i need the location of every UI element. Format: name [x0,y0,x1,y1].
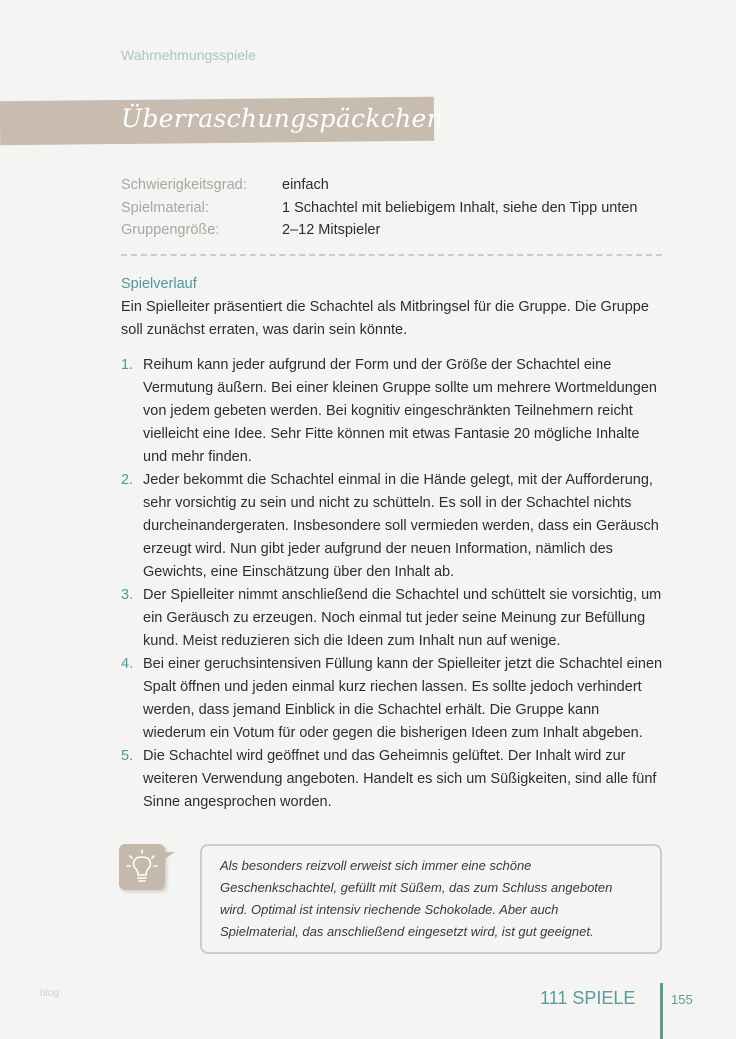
list-item [121,584,666,653]
tip-section [119,844,666,952]
step-text: Bei einer geruchsintensiven Füllung kann der Spielleiter jetzt die Schachtel einen Spalt öffnen und jeden einmal kurz riechen lassen. Es sollte jedoch verhindert werden, dass jemand Einblick in die Schachtel erhält. Die Gruppe kann wiederum ein Votum für oder gegen die bisherigen Ideen zum Inhalt abgeben. [143,656,663,741]
meta-key: Spielmaterial: [121,199,209,216]
list-item [121,745,666,814]
step-number: 4. [121,656,134,672]
step-text: Der Spielleiter nimmt anschließend die Schachtel und schüttelt sie vorsichtig, um ein Geräusch zu erzeugen. Noch einmal tut jeder seine Meinung zur Befüllung kund. Meist reduzieren sich die Ideen zum Inhalt nun auf wenige. [143,587,662,649]
meta-value: einfach [282,177,329,194]
meta-key: Schwierigkeitsgrad: [121,177,247,194]
meta-row [121,219,637,242]
tip-box: Als besonders reizvoll erweist sich immer eine schöne Geschenkschachtel, gefüllt mit Süßem, das zum Schluss angeboten wird. Optimal ist intensiv riechende Schokolade. Aber auch Spielmaterial, das anschließend eingesetzt wird, ist gut geeignet. [200,844,662,954]
steps-list [121,354,666,814]
game-meta [121,174,637,242]
step-number: 2. [121,472,134,488]
meta-value: 2–12 Mitspieler [282,222,381,239]
section-heading: Spielverlauf [121,276,197,292]
meta-row [121,174,637,197]
watermark: blog [40,988,59,999]
book-title-footer: 111 SPIELE [540,988,636,1008]
body-text [121,296,666,952]
list-item [121,653,666,745]
list-item [121,469,666,584]
meta-value: 1 Schachtel mit beliebigem Inhalt, siehe den Tipp unten [282,199,638,216]
lightbulb-icon [119,844,165,890]
page-number: 155 [671,992,693,1007]
page-title: Überraschungspäckchen [121,104,443,133]
step-text: Jeder bekommt die Schachtel einmal in die Hände gelegt, mit der Aufforderung, sehr vorsichtig zu sein und nicht zu schütteln. Es soll in der Schachtel nichts durcheinandergeraten. Insbesondere soll vermieden werden, dass ein Geräusch erzeugt wird. Nun gibt jeder aufgrund der neuen Information, nämlich des Gewichts, eine Einschätzung über den Inhalt ab. [143,472,659,580]
meta-row [121,197,637,220]
intro-paragraph: Ein Spielleiter präsentiert die Schachtel als Mitbringsel für die Gruppe. Die Gruppe soll zunächst erraten, was darin sein könnte. [121,299,649,338]
step-number: 3. [121,587,134,603]
step-number: 1. [121,357,134,373]
step-text: Die Schachtel wird geöffnet und das Geheimnis gelüftet. Der Inhalt wird zur weiteren Verwendung angeboten. Handelt es sich um Süßigkeiten, sind alle fünf Sinne angesprochen worden. [143,748,657,810]
list-item [121,354,666,469]
divider [121,254,662,256]
meta-key: Gruppengröße: [121,222,220,239]
section-title: Wahrnehmungsspiele [121,47,256,63]
step-text: Reihum kann jeder aufgrund der Form und der Größe der Schachtel eine Vermutung äußern. Bei einer kleinen Gruppe sollte um mehrere Wortmeldungen von jedem gebeten werden. Bei kognitiv eingeschränkten Teilnehmern reicht vielleicht eine Idee. Sehr Fitte können mit etwas Fantasie 20 mögliche Inhalte und mehr finden. [143,357,657,465]
step-number: 5. [121,748,134,764]
footer-divider [660,983,663,1039]
